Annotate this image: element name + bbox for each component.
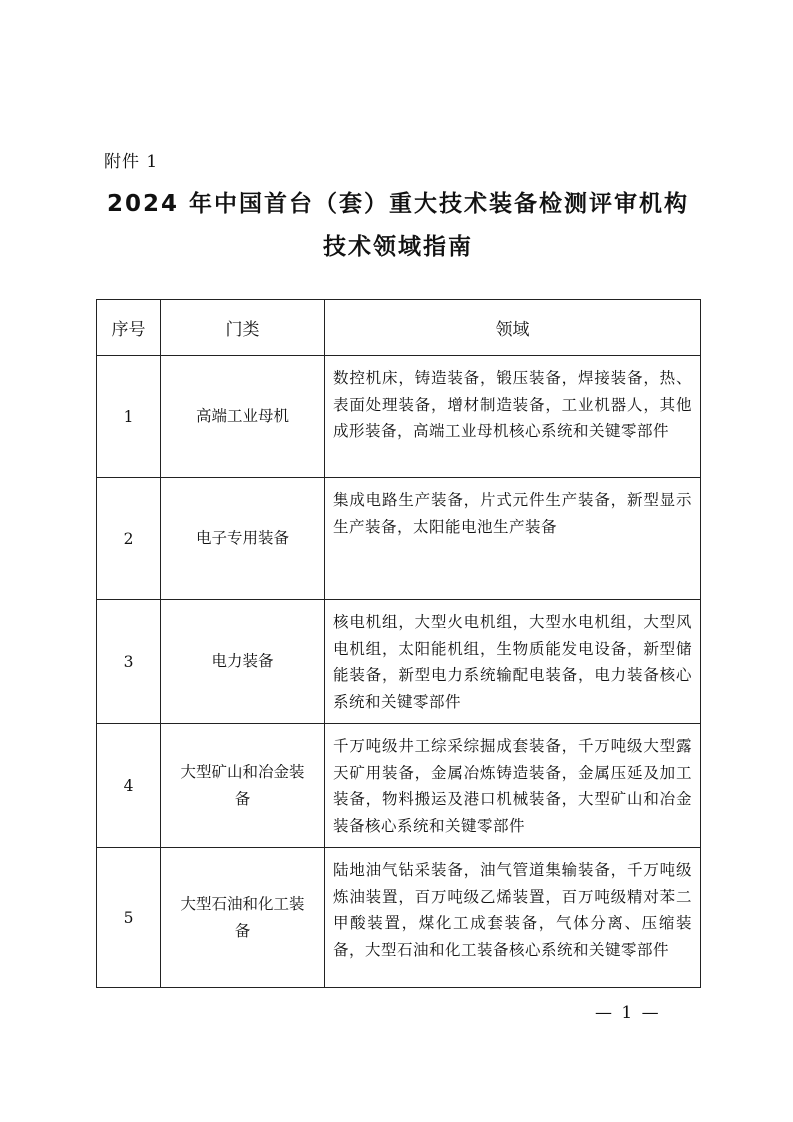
page-number: — 1 —: [595, 1003, 661, 1023]
row-category: 大型矿山和冶金装备: [161, 724, 325, 848]
table-header-row: [97, 300, 701, 356]
header-category: 门类: [161, 300, 325, 356]
document-title-line-2: 技术领域指南: [323, 234, 473, 260]
row-field: 集成电路生产装备，片式元件生产装备，新型显示生产装备，太阳能电池生产装备: [325, 478, 701, 600]
document-title-line-1: 2024 年中国首台（套）重大技术装备检测评审机构: [106, 191, 690, 217]
table-row: [97, 848, 701, 988]
attachment-label: 附件 1: [104, 152, 159, 172]
table-row: [97, 600, 701, 724]
row-number: 4: [97, 724, 161, 848]
row-number: 3: [97, 600, 161, 724]
table-row: [97, 478, 701, 600]
row-category: 大型石油和化工装备: [161, 848, 325, 988]
row-number: 5: [97, 848, 161, 988]
technical-field-table: [96, 299, 701, 988]
table-row: [97, 724, 701, 848]
header-serial-number: 序号: [97, 300, 161, 356]
row-field: 千万吨级井工综采综掘成套装备，千万吨级大型露天矿用装备，金属冶炼铸造装备，金属压延及加工装备，物料搬运及港口机械装备，大型矿山和冶金装备核心系统和关键零部件: [325, 724, 701, 848]
table-row: [97, 356, 701, 478]
row-field: 数控机床，铸造装备，锻压装备，焊接装备，热、表面处理装备，增材制造装备，工业机器人，其他成形装备，高端工业母机核心系统和关键零部件: [325, 356, 701, 478]
row-number: 2: [97, 478, 161, 600]
row-category: 电力装备: [161, 600, 325, 724]
row-number: 1: [97, 356, 161, 478]
row-field: 核电机组，大型火电机组，大型水电机组，大型风电机组，太阳能机组，生物质能发电设备，新型储能装备，新型电力系统输配电装备，电力装备核心系统和关键零部件: [325, 600, 701, 724]
row-category: 高端工业母机: [161, 356, 325, 478]
row-category: 电子专用装备: [161, 478, 325, 600]
header-field: 领域: [325, 300, 701, 356]
row-field: 陆地油气钻采装备，油气管道集输装备，千万吨级炼油装置，百万吨级乙烯装置，百万吨级精对苯二甲酸装置，煤化工成套装备，气体分离、压缩装备，大型石油和化工装备核心系统和关键零部件: [325, 848, 701, 988]
